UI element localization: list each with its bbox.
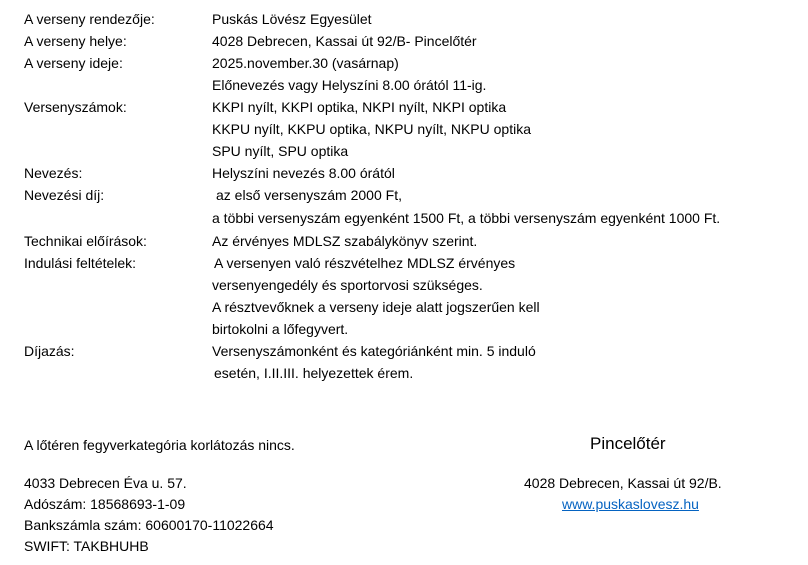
website-link[interactable]: www.puskaslovesz.hu: [562, 496, 699, 512]
footer-swift: SWIFT: TAKBHUHB: [24, 538, 149, 554]
label-entry-fee: Nevezési díj:: [24, 187, 105, 203]
value-organizer: Puskás Lövész Egyesület: [212, 11, 372, 27]
label-conditions: Indulási feltételek:: [24, 255, 137, 271]
label-date: A verseny ideje:: [24, 55, 123, 71]
value-conditions-line-1: A versenyen való részvételhez MDLSZ érvényes: [214, 255, 516, 271]
label-entry: Nevezés:: [24, 165, 83, 181]
value-entry: Helyszíni nevezés 8.00 órától: [212, 165, 395, 181]
footer-bank: Bankszámla szám: 60600170-11022664: [24, 517, 274, 533]
value-conditions-line-4: birtokolni a lőfegyvert.: [212, 321, 349, 337]
value-fee-first: az első versenyszám 2000 Ft,: [216, 187, 402, 203]
footer-address: 4033 Debrecen Éva u. 57.: [24, 475, 187, 491]
label-organizer: A verseny rendezője:: [24, 11, 155, 27]
value-date: 2025.november.30 (vasárnap): [212, 55, 399, 71]
value-conditions-line-2: versenyengedély és sportorvosi szükséges.: [212, 277, 483, 293]
value-events-line-1: KKPI nyílt, KKPI optika, NKPI nyílt, NKPI optika: [212, 99, 507, 115]
venue-address: 4028 Debrecen, Kassai út 92/B.: [524, 475, 722, 491]
value-awards-line-2: esetén, I.II.III. helyezettek érem.: [214, 365, 414, 381]
label-technical: Technikai előírások:: [24, 233, 147, 249]
value-registration: Előnevezés vagy Helyszíni 8.00 órától 11-ig.: [212, 77, 487, 93]
label-events: Versenyszámok:: [24, 99, 127, 115]
venue-title: Pincelőtér: [590, 434, 666, 453]
footer-tax: Adószám: 18568693-1-09: [24, 496, 186, 512]
value-awards-line-1: Versenyszámonként és kategóriánként min. 5 induló: [212, 343, 536, 359]
value-events-line-3: SPU nyílt, SPU optika: [212, 143, 349, 159]
label-awards: Díjazás:: [24, 343, 75, 359]
value-events-line-2: KKPU nyílt, KKPU optika, NKPU nyílt, NKPU optika: [212, 121, 532, 137]
value-conditions-line-3: A résztvevőknek a verseny ideje alatt jogszerűen kell: [212, 299, 540, 315]
footer-note: A lőtéren fegyverkategória korlátozás nincs.: [24, 437, 295, 453]
value-location: 4028 Debrecen, Kassai út 92/B- Pincelőtér: [212, 33, 477, 49]
value-technical: Az érvényes MDLSZ szabálykönyv szerint.: [212, 233, 478, 249]
value-fee-others: a többi versenyszám egyenként 1500 Ft, a többi versenyszám egyenként 1000 Ft.: [212, 210, 721, 226]
label-location: A verseny helye:: [24, 33, 127, 49]
